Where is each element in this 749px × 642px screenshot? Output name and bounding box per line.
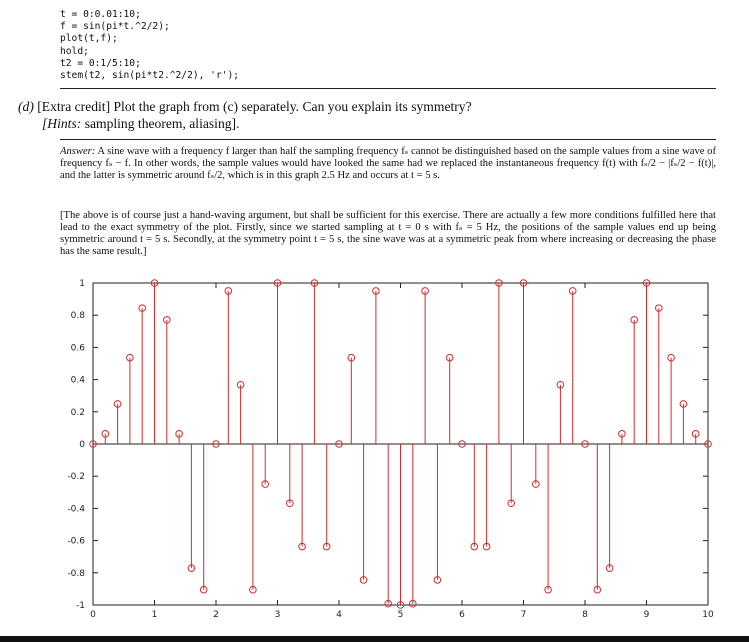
- answer-paragraph-2: [60, 210, 716, 258]
- x-tick-label: 9: [643, 610, 650, 620]
- divider: [60, 139, 716, 140]
- answer-label: Answer:: [60, 146, 96, 157]
- y-tick-label: 0: [79, 440, 85, 450]
- y-tick-label: 0.2: [70, 407, 85, 418]
- code-line: t = 0:0.01:10;: [60, 9, 141, 20]
- y-tick-label: -0.6: [67, 536, 85, 547]
- hint-text: sampling theorem, aliasing].: [84, 116, 240, 131]
- answer-text-2: [The above is of course just a hand-waving argument, but shall be sufficient for this exercise. There are actually a few more conditions fulfilled here that lead to the exact symmetry of the plot. Firstly, since we started sampling at t = 0 s with fₛ = 5 Hz, the positions of the sample values end up being symmetric around t = 5 s. Secondly, at the symmetry point t = 5 s, the sine wave was at a symmetric peak from where increasing or decreasing the phase has the same result.]: [60, 210, 716, 258]
- matlab-code-block: [60, 9, 239, 82]
- question-d: [18, 98, 728, 132]
- x-tick-label: 4: [336, 610, 342, 620]
- question-label: (d): [18, 99, 34, 114]
- x-tick-label: 1: [151, 610, 158, 620]
- y-tick-label: -0.8: [67, 568, 85, 579]
- code-line: hold;: [60, 45, 89, 57]
- y-tick-label: -0.2: [67, 472, 85, 483]
- page-bottom-bar: [0, 636, 749, 642]
- x-tick-label: 8: [582, 610, 588, 620]
- hint-label: [Hints:: [42, 116, 82, 131]
- x-tick-label: 5: [397, 610, 404, 620]
- x-tick-label: 0: [90, 610, 96, 620]
- y-tick-label: 0.4: [70, 375, 85, 386]
- question-text: [Extra credit] Plot the graph from (c) separately. Can you explain its symmetry?: [37, 99, 472, 114]
- x-tick-label: 2: [213, 610, 219, 620]
- answer-text-1: A sine wave with a frequency f larger than half the sampling frequency fₛ cannot be distinguished based on the sample values from a sine wave of frequency fₛ − f. In other words, the sample values would have looked the same had we replaced the instantaneous frequency f(t) with fₛ/2 − |fₛ/2 − f(t)|, and the latter is symmetric around fₛ/2, which is in this graph 2.5 Hz and occurs at t = 5 s.: [60, 146, 717, 182]
- y-tick-label: 0.6: [70, 343, 85, 354]
- x-tick-label: 7: [520, 610, 527, 620]
- x-tick-label: 10: [702, 610, 714, 620]
- answer-paragraph-1: [60, 146, 716, 182]
- y-tick-label: -0.4: [67, 504, 85, 515]
- y-tick-label: 0.8: [70, 311, 85, 322]
- x-tick-label: 3: [274, 610, 281, 620]
- y-tick-label: 1: [79, 279, 85, 289]
- y-tick-label: -1: [76, 601, 85, 611]
- code-line: stem(t2, sin(pi*t2.^2/2), 'r');: [60, 70, 240, 82]
- code-line: f = sin(pi*t.^2/2);: [60, 21, 170, 33]
- code-line: t2 = 0:1/5:10;: [60, 57, 141, 69]
- plot-tick-labels: [67, 279, 714, 620]
- divider: [60, 88, 716, 89]
- code-line: plot(t,f);: [60, 33, 118, 45]
- x-tick-label: 6: [459, 610, 465, 620]
- stem-plot: [60, 277, 728, 627]
